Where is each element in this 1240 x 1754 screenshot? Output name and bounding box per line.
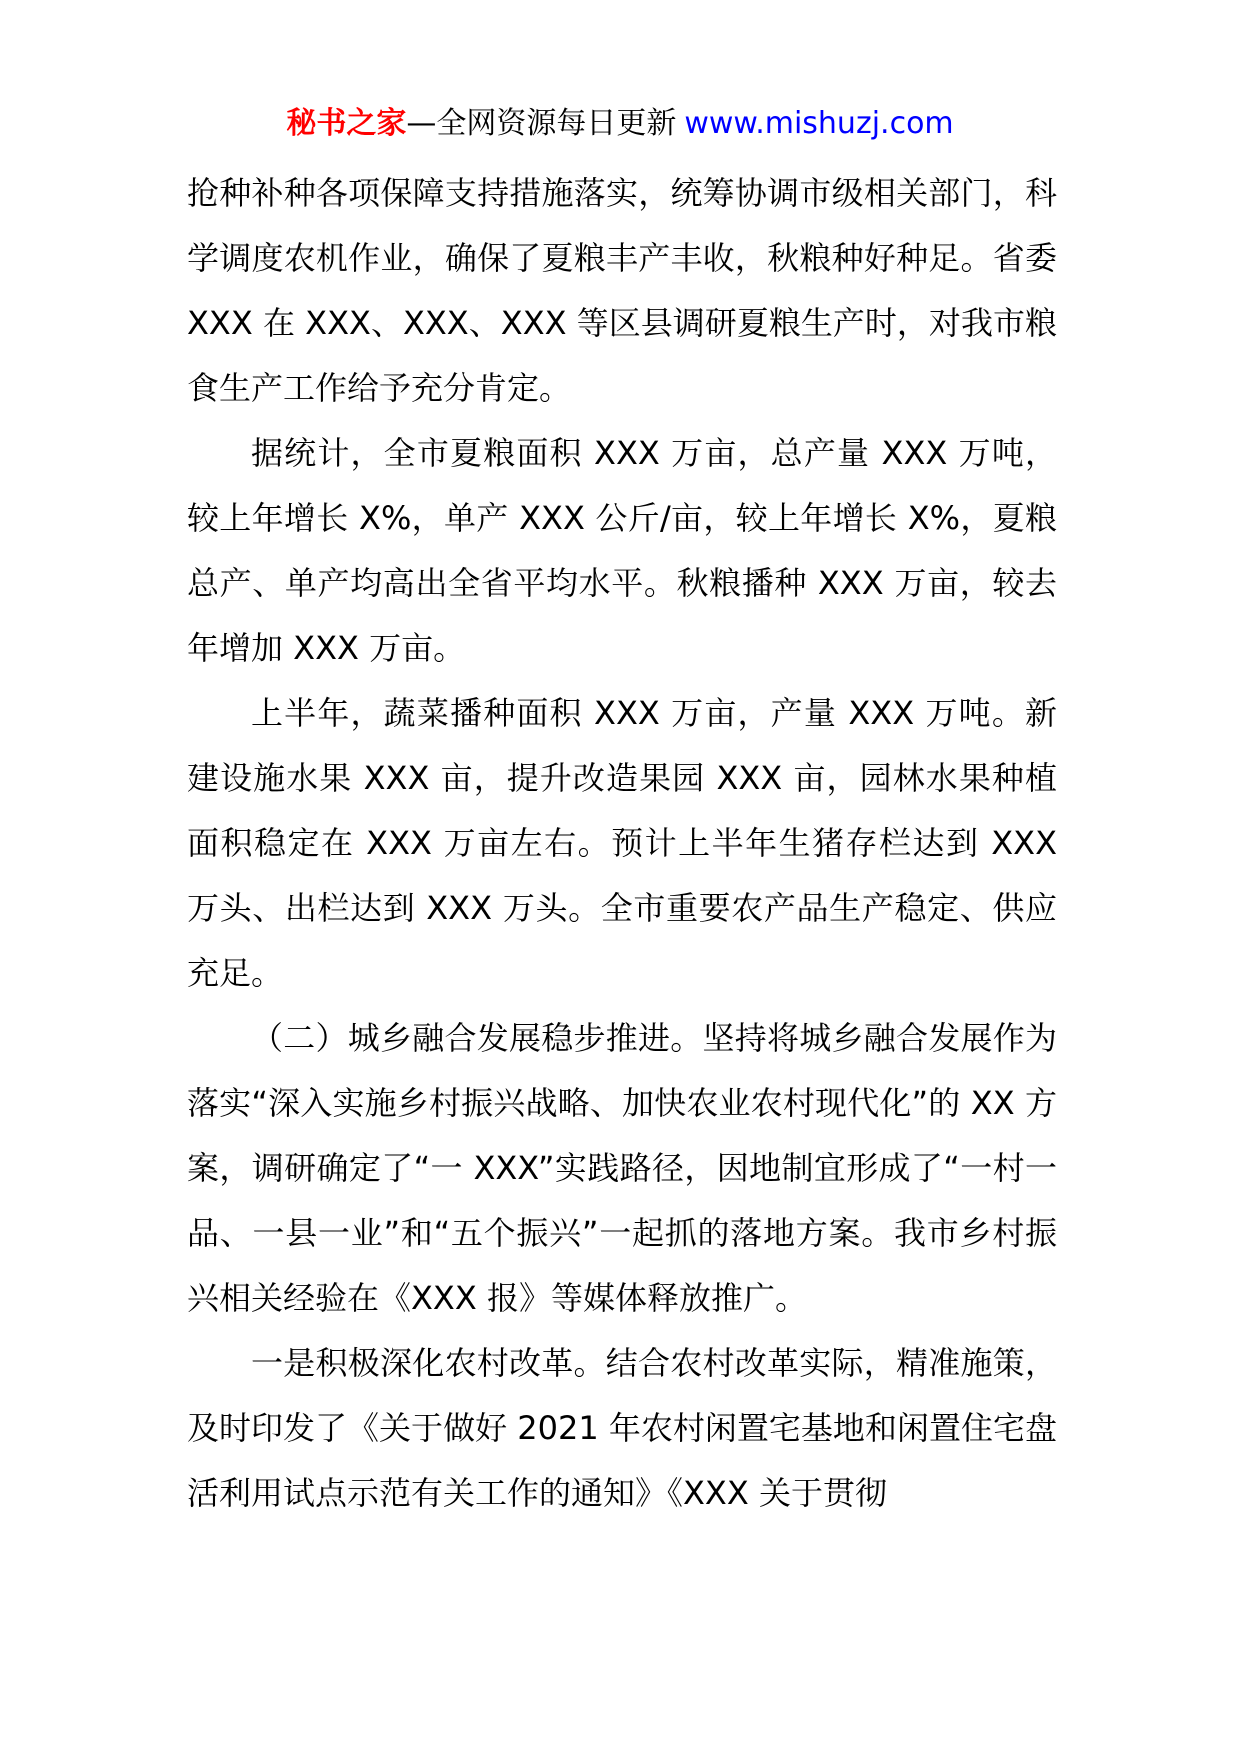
paragraph-summer-grain: 据统计，全市夏粮面积 XXX 万亩，总产量 XXX 万吨，较上年增长 X%，单产 XXX 公斤/亩，较上年增长 X%，夏粮总产、单产均高出全省平均水平。秋粮播种 XXX 万亩，较去年增加 XXX 万亩。 <box>187 434 1057 667</box>
paragraph-urban-rural-integration: （二）城乡融合发展稳步推进。坚持将城乡融合发展作为落实“深入实施乡村振兴战略、加快农业农村现代化”的 XX 方案，调研确定了“一 XXX”实践路径，因地制宜形成了“一村一品、一县一业”和“五个振兴”一起抓的落地方案。我市乡村振兴相关经验在《XXX 报》等媒体释放推广。 <box>187 1019 1057 1317</box>
document-body <box>187 161 1057 1526</box>
paragraph-vegetables-livestock: 上半年，蔬菜播种面积 XXX 万亩，产量 XXX 万吨。新建设施水果 XXX 亩，提升改造果园 XXX 亩，园林水果种植面积稳定在 XXX 万亩左右。预计上半年生猪存栏达到 XXX 万头、出栏达到 XXX 万头。全市重要农产品生产稳定、供应充足。 <box>187 694 1057 992</box>
header-tagline: —全网资源每日更新 <box>406 106 677 141</box>
header-url-link[interactable]: www.mishuzj.com <box>684 106 954 141</box>
header-brand: 秘书之家 <box>286 106 407 141</box>
paragraph-rural-reform: 一是积极深化农村改革。结合农村改革实际，精准施策，及时印发了《关于做好 2021 年农村闲置宅基地和闲置住宅盘活利用试点示范有关工作的通知》《XXX 关于贯彻 <box>187 1344 1057 1512</box>
paragraph-continuation: 抢种补种各项保障支持措施落实，统筹协调市级相关部门，科学调度农机作业，确保了夏粮丰产丰收，秋粮种好种足。省委 XXX 在 XXX、XXX、XXX 等区县调研夏粮生产时，对我市粮食生产工作给予充分肯定。 <box>187 174 1057 407</box>
page-header <box>0 104 1240 144</box>
